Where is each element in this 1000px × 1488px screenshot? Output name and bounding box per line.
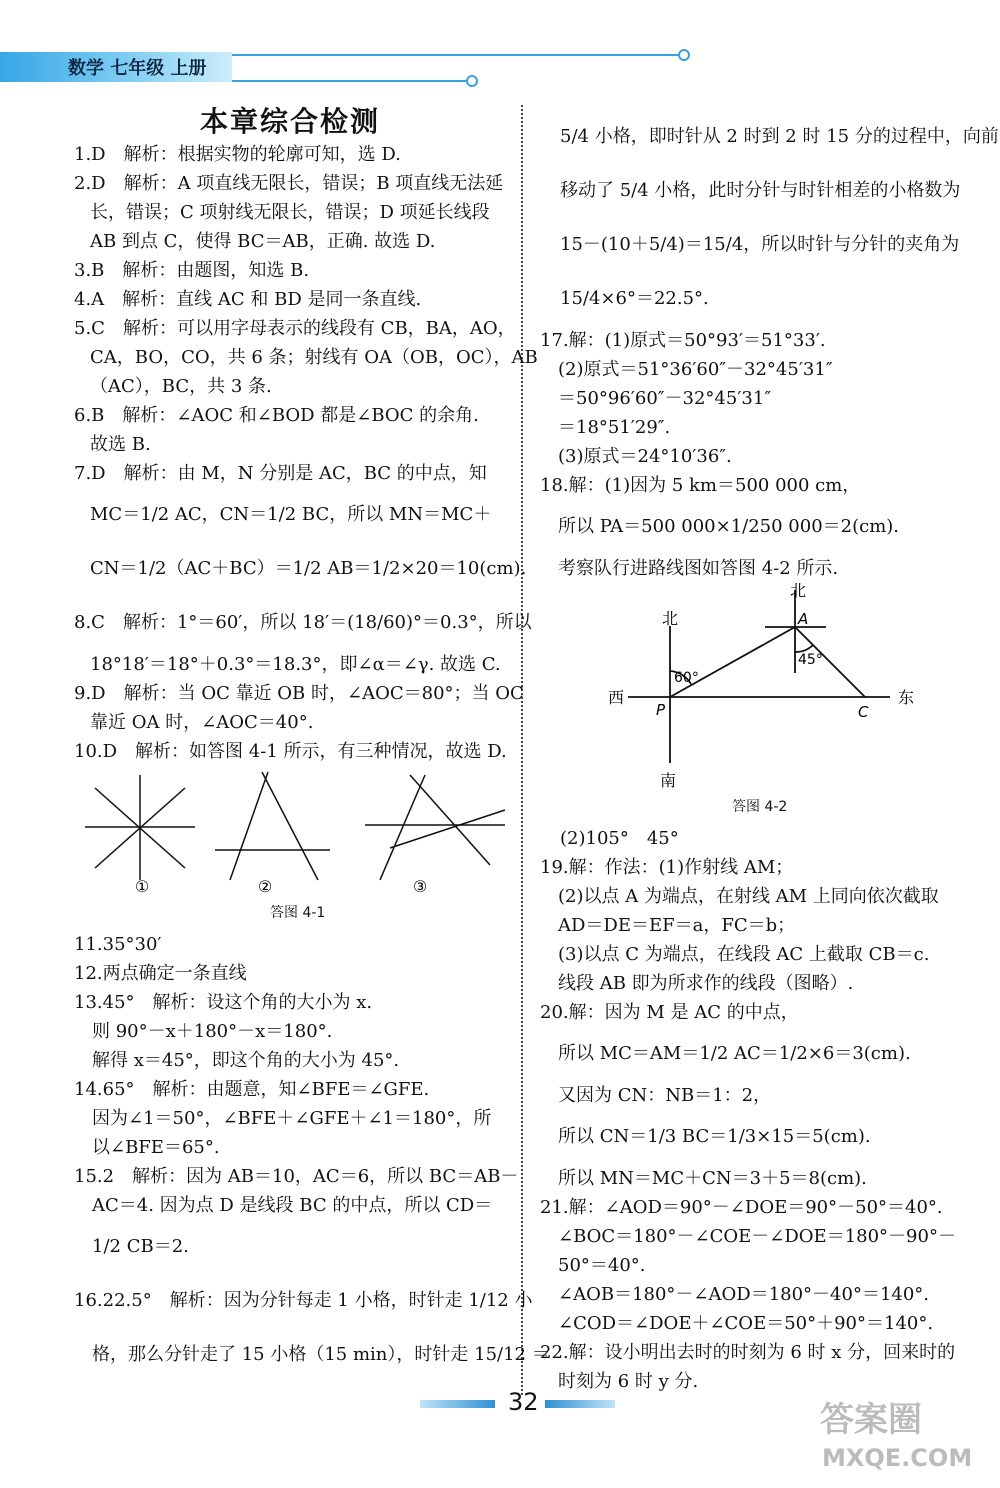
answer-line: 解得 x＝45°，即这个角的大小为 45°. — [74, 1050, 400, 1071]
answer-line: ∠AOB＝180°－∠AOD＝180°－40°＝140°. — [540, 1284, 930, 1305]
answer-line: (2)以点 A 为端点，在射线 AM 上同向依次截取 — [540, 886, 939, 907]
answer-line: AD＝DE＝EF＝a，FC＝b； — [540, 915, 796, 936]
answer-line: 则 90°－x＋180°－x＝180°. — [74, 1021, 333, 1042]
right-column-answers — [540, 110, 999, 583]
answer-line: CA，BO，CO，共 6 条；射线有 OA（OB，OC），AB — [90, 347, 538, 368]
answer-line: ∠BOC＝180°－∠COE－∠DOE＝180°－90°－ — [540, 1226, 956, 1247]
segment-PA — [670, 627, 795, 697]
answer-line: 移动了 5/4 小格，此时分针与时针相差的小格数为 — [560, 180, 961, 201]
figure-4-1 — [80, 770, 510, 900]
answer-line: 16.22.5° 解析：因为分针每走 1 小格，时针走 1/12 小 — [74, 1290, 533, 1311]
figure-4-2 — [600, 578, 930, 793]
answer-line: 5.C 解析：可以用字母表示的线段有 CB，BA，AO， — [74, 318, 516, 339]
answer-line: (3)原式＝24°10′36″. — [540, 446, 732, 467]
answer-line: 5/4 小格，即时针从 2 时到 2 时 15 分的过程中，向前 — [560, 126, 999, 147]
answer-line: 19.解：作法：(1)作射线 AM； — [540, 857, 794, 878]
answer-line: 11.35°30′ — [74, 934, 162, 955]
answer-line: 9.D 解析：当 OC 靠近 OB 时，∠AOC＝80°；当 OC — [74, 683, 524, 704]
watermark-url: MXQE.COM — [822, 1444, 973, 1472]
fig41-label-3: ③ — [412, 877, 428, 896]
column-divider — [521, 105, 523, 1395]
fig42-angle-60: 60° — [674, 670, 699, 686]
answer-line: AB 到点 C，使得 BC＝AB，正确. 故选 D. — [90, 231, 436, 252]
fig42-point-P: P — [656, 701, 666, 719]
answer-line: CN＝1/2（AC＋BC）＝1/2 AB＝1/2×20＝10(cm). — [90, 558, 527, 579]
fig42-east-label: 东 — [898, 688, 915, 707]
answer-line: 15.2 解析：因为 AB＝10，AC＝6，所以 BC＝AB－ — [74, 1166, 519, 1187]
left-column-answers — [74, 140, 538, 766]
answer-line: (2)105° 45° — [560, 828, 679, 849]
left-column-answers-2 — [74, 930, 550, 1382]
answer-line: ＝18°51′29″. — [540, 417, 671, 438]
answer-line: AC＝4. 因为点 D 是线段 BC 的中点，所以 CD＝ — [74, 1195, 493, 1216]
answer-line: 所以 MN＝MC＋CN＝3＋5＝8(cm). — [540, 1168, 867, 1189]
answer-line: 所以 MC＝AM＝1/2 AC＝1/2×6＝3(cm). — [540, 1043, 911, 1064]
answer-line: 6.B 解析：∠AOC 和∠BOD 都是∠BOC 的余角. — [74, 405, 479, 426]
answer-line: 17.解：(1)原式＝50°93′＝51°33′. — [540, 330, 826, 351]
answer-line: 4.A 解析：直线 AC 和 BD 是同一条直线. — [74, 289, 422, 310]
answer-line: ∠COD＝∠DOE＋∠COE＝50°＋90°＝140°. — [540, 1313, 934, 1334]
fig42-point-A: A — [798, 610, 809, 628]
answer-line: 故选 B. — [90, 434, 151, 455]
answer-line: 2.D 解析：A 项直线无限长，错误；B 项直线无法延 — [74, 173, 504, 194]
answer-line: 15－(10＋5/4)＝15/4，所以时针与分针的夹角为 — [560, 234, 960, 255]
answer-line: 18°18′＝18°＋0.3°＝18.3°，即∠α＝∠γ. 故选 C. — [90, 654, 501, 675]
fig3-line — [380, 775, 425, 880]
answer-line: 所以 CN＝1/3 BC＝1/3×15＝5(cm). — [540, 1126, 871, 1147]
answer-line: 18.解：(1)因为 5 km＝500 000 cm， — [540, 475, 861, 496]
answer-line: 时刻为 6 时 y 分. — [540, 1371, 699, 1392]
answer-line: 10.D 解析：如答图 4-1 所示，有三种情况，故选 D. — [74, 741, 507, 762]
fig3-line — [410, 775, 490, 865]
answer-line: 22.解：设小明出去时的时刻为 6 时 x 分，回来时的 — [540, 1342, 956, 1363]
answer-line: 7.D 解析：由 M，N 分别是 AC，BC 的中点，知 — [74, 463, 487, 484]
answer-line: 格，那么分针走了 15 小格（15 min），时针走 15/12 ＝ — [74, 1344, 550, 1365]
answer-line: 又因为 CN：NB＝1：2， — [540, 1085, 772, 1106]
fig2-line — [262, 772, 318, 880]
answer-line: 1/2 CB＝2. — [74, 1236, 189, 1257]
section-title: 本章综合检测 — [200, 105, 381, 138]
fig42-west-label: 西 — [608, 688, 625, 707]
fig42-point-C: C — [858, 703, 869, 721]
watermark-logo: 答案圈 — [820, 1400, 922, 1440]
answer-line: 线段 AB 即为所求作的线段（图略）. — [540, 973, 854, 994]
answer-line: 考察队行进路线图如答图 4-2 所示. — [540, 558, 839, 579]
header-rule-lower — [232, 80, 472, 82]
answer-line: 14.65° 解析：由题意，知∠BFE＝∠GFE. — [74, 1079, 430, 1100]
answer-line: MC＝1/2 AC，CN＝1/2 BC，所以 MN＝MC＋ — [90, 504, 492, 525]
answer-line: 13.45° 解析：设这个角的大小为 x. — [74, 992, 373, 1013]
answer-line: 20.解：因为 M 是 AC 的中点， — [540, 1002, 799, 1023]
answer-line: 因为∠1＝50°，∠BFE＋∠GFE＋∠1＝180°，所 — [74, 1108, 492, 1129]
figure-4-2-caption: 答图 4-2 — [732, 799, 788, 815]
angle-45-arc — [795, 645, 813, 652]
page-number: 32 — [508, 1388, 539, 1416]
answer-line: 所以 PA＝500 000×1/250 000＝2(cm). — [540, 516, 900, 537]
answer-line: 21.解：∠AOD＝90°－∠DOE＝90°－50°＝40°. — [540, 1197, 943, 1218]
fig42-north-label-P: 北 — [662, 609, 679, 628]
fig41-label-1: ① — [134, 877, 150, 896]
answer-line: 15/4×6°＝22.5°. — [560, 288, 709, 309]
header-dot-icon — [678, 49, 690, 61]
fig42-angle-45: 45° — [798, 652, 823, 668]
header-dot-icon — [466, 75, 478, 87]
answer-line: 1.D 解析：根据实物的轮廓可知，选 D. — [74, 144, 401, 165]
header-rule — [232, 54, 680, 56]
answer-line: 8.C 解析：1°＝60′，所以 18′＝(18/60)°＝0.3°，所以 — [74, 612, 532, 633]
answer-line: 以∠BFE＝65°. — [74, 1137, 220, 1158]
answer-line: （AC），BC，共 3 条. — [90, 376, 272, 397]
fig42-north-label: 北 — [790, 581, 807, 600]
answer-line: ＝50°96′60″－32°45′31″ — [540, 388, 772, 409]
fig42-south-label: 南 — [660, 771, 677, 790]
answer-line: 50°＝40°. — [540, 1255, 646, 1276]
answer-line: (2)原式＝51°36′60″－32°45′31″ — [540, 359, 833, 380]
answer-line: 靠近 OA 时，∠AOC＝40°. — [90, 712, 314, 733]
figure-4-1-caption: 答图 4-1 — [270, 905, 326, 921]
page-number-decoration — [420, 1400, 495, 1408]
answer-line: 12.两点确定一条直线 — [74, 963, 247, 984]
answer-line: (3)以点 C 为端点，在线段 AC 上截取 CB＝c. — [540, 944, 930, 965]
fig2-line — [230, 772, 268, 880]
right-column-answers-2 — [540, 824, 990, 1396]
page-number-decoration — [545, 1400, 615, 1408]
fig41-label-2: ② — [257, 877, 273, 896]
answer-line: 3.B 解析：由题图，知选 B. — [74, 260, 310, 281]
header-title: 数学 七年级 上册 — [68, 58, 207, 79]
answer-line: 长，错误；C 项射线无限长，错误；D 项延长线段 — [90, 202, 490, 223]
